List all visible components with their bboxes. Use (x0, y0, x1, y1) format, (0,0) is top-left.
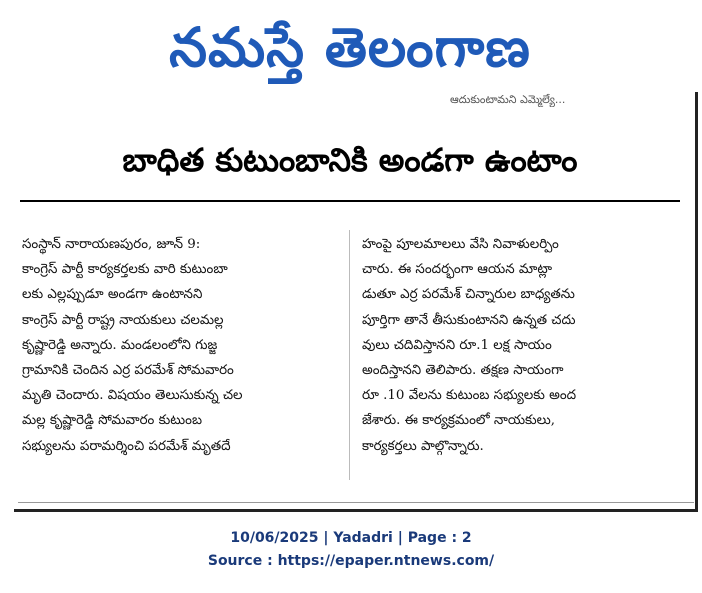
article-column-right (362, 232, 678, 459)
article-line: కార్యకర్తలు పాల్గొన్నారు. (362, 438, 484, 454)
clipping-bottom-edge (18, 502, 694, 513)
article-line: కాంగ్రెస్ పార్టీ కార్యకర్తలకు వారి కుటుంబా (22, 262, 228, 278)
article-line: రూ .10 వేలను కుటుంబ సభ్యులకు అంద (362, 388, 577, 404)
headline-rule (20, 200, 680, 202)
article-line: కృష్ణారెడ్డి అన్నారు. మండలంలోని గుజ్జ (22, 337, 218, 353)
article-line: చారు. ఈ సందర్భంగా ఆయన మాట్లా (362, 262, 552, 278)
masthead (0, 0, 702, 90)
article-line: హంపై పూలమాలలు వేసి నివాళులర్పిం (362, 237, 559, 252)
article-line: లకు ఎల్లప్పుడూ అండగా ఉంటానని (22, 287, 203, 303)
article-line: మల్ల కృష్ణారెడ్డి సోమవారం కుటుంబ (22, 413, 203, 429)
article-line: గ్రామానికి చెందిన ఎర్ర పరమేశ్ సోమవారం (22, 363, 234, 379)
article-line: పూర్తిగా తానే తీసుకుంటానని ఉన్నత చదు (362, 312, 576, 328)
column-divider (349, 230, 350, 480)
logo-text: నమస్తే తెలంగాణ (169, 16, 531, 79)
article-line: అందిస్తానని తెలిపారు. తక్షణ సాయంగా (362, 363, 564, 379)
newspaper-logo (150, 6, 550, 84)
clipped-text-top: ఆదుకుంటామని ఎమ్మెల్యే... (450, 93, 566, 106)
article-headline: బాధిత కుటుంబానికి అండగా ఉంటాం (122, 141, 578, 179)
footer-date-edition: 10/06/2025 | Yadadri | Page : 2 (230, 530, 472, 546)
article-line: మృతి చెందారు. విషయం తెలుసుకున్న చల (22, 388, 243, 404)
article-line: సంస్థాన్ నారాయణపురం, జూన్ 9: (22, 237, 201, 252)
article-line: వులు చదివిస్తానని రూ.1 లక్ష సాయం (362, 337, 552, 353)
article-line: కాంగ్రెస్ పార్టీ రాష్ట్ర నాయకులు చలమల్ల (22, 312, 224, 328)
article-line: సభ్యులను పరామర్శించి పరమేశ్ మృతదే (22, 438, 231, 454)
article-line: డుతూ ఎర్ర పరమేశ్ చిన్నారుల బాధ్యతను (362, 287, 575, 303)
footer-source[interactable]: Source : https://epaper.ntnews.com/ (207, 553, 495, 569)
article-column-left (22, 232, 340, 459)
article-line: జేశారు. ఈ కార్యక్రమంలో నాయకులు, (362, 413, 556, 429)
